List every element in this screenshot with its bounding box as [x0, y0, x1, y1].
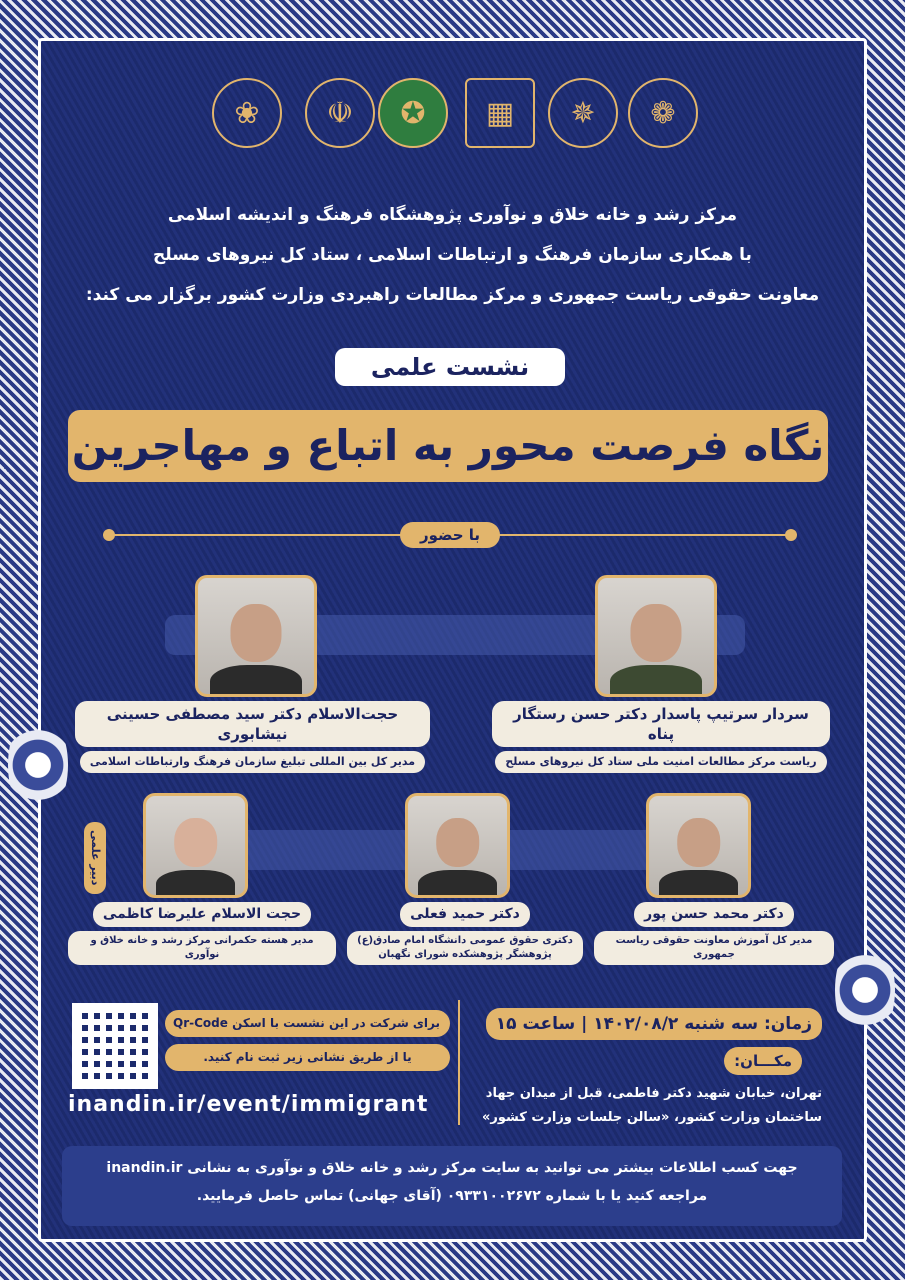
speaker-photo	[595, 575, 717, 697]
speaker-role-line: پژوهشگر پژوهشکده شورای نگهبان	[378, 949, 552, 960]
ornament-icon	[835, 935, 895, 1045]
divider-dot	[785, 529, 797, 541]
footer-line-1: جهت کسب اطلاعات بیشتر می توانید به سایت مرکز رشد و خانه خلاق و نوآوری به نشانی inandin.ir	[106, 1160, 798, 1176]
footer-box	[62, 1146, 842, 1226]
address-line-2: ساختمان وزارت کشور، «سالن جلسات وزارت کشور»	[482, 1110, 822, 1125]
speaker-caption	[594, 902, 834, 965]
header-line-3: معاونت حقوقی ریاست جمهوری و مرکز مطالعات راهبردی وزارت کشور برگزار می کند:	[85, 285, 820, 305]
header-line-2: با همکاری سازمان فرهنگ و ارتباطات اسلامی ، ستاد کل نیروهای مسلح	[153, 245, 752, 265]
registration-line-1: برای شرکت در این نشست با اسکن Qr-Code	[165, 1010, 450, 1037]
logo-icon: ☫	[305, 78, 375, 148]
logo-icon: ❁	[628, 78, 698, 148]
speaker-name: دکتر محمد حسن پور	[634, 902, 794, 927]
speaker-role: ریاست مرکز مطالعات امنیت ملی ستاد کل نیروهای مسلح	[495, 751, 826, 773]
speaker-name: حجت‌الاسلام دکتر سید مصطفی حسینی نیشابوری	[75, 701, 430, 747]
speaker-role: مدیر هسته حکمرانی مرکز رشد و خانه خلاق و نوآوری	[68, 931, 336, 965]
speaker-role: مدیر کل آموزش معاونت حقوقی ریاست جمهوری	[594, 931, 834, 965]
logo-icon: ▦	[465, 78, 535, 148]
speaker-photo	[143, 793, 248, 898]
header-line-1: مرکز رشد و خانه خلاق و نوآوری پژوهشگاه فرهنگ و اندیشه اسلامی	[167, 205, 738, 225]
speaker-caption	[345, 902, 585, 965]
ornament-icon	[8, 710, 68, 820]
event-type-badge: نشست علمی	[335, 348, 565, 386]
speaker-photo	[405, 793, 510, 898]
speaker-role-line: دکتری حقوق عمومی دانشگاه امام صادق(ع)	[357, 935, 573, 946]
speaker-name: دکتر حمید فعلی	[400, 902, 530, 927]
speaker-photo	[195, 575, 317, 697]
place-label: مکـــان:	[724, 1047, 802, 1075]
logo-icon: ✪	[378, 78, 448, 148]
speaker-caption	[75, 701, 430, 773]
speaker-name: سردار سرتیپ پاسدار دکتر حسن رستگار پناه	[492, 701, 830, 747]
logo-icon: ✵	[548, 78, 618, 148]
event-title: نگاه فرصت محور به اتباع و مهاجرین	[68, 410, 828, 482]
logo-icon: ❀	[212, 78, 282, 148]
scientific-secretary-badge: دبیر علمی	[84, 822, 106, 894]
speaker-photo	[646, 793, 751, 898]
registration-link[interactable]: inandin.ir/event/immigrant	[68, 1092, 429, 1117]
speaker-role: مدیر کل بین المللی تبلیغ سازمان فرهنگ وارتباطات اسلامی	[80, 751, 425, 773]
speaker-caption	[68, 902, 336, 965]
registration-line-2: یا از طریق نشانی زیر ثبت نام کنید.	[165, 1044, 450, 1071]
speaker-caption	[492, 701, 830, 773]
event-time: زمان: سه شنبه ۱۴۰۲/۰۸/۲ | ساعت ۱۵	[486, 1008, 822, 1040]
address-line-1: تهران، خیابان شهید دکتر فاطمی، قبل از میدان جهاد	[485, 1086, 822, 1101]
footer-line-2: مراجعه کنید یا با شماره ۰۹۳۳۱۰۰۲۶۷۲ (آقای جهانی) تماس حاصل فرمایید.	[196, 1188, 708, 1204]
vertical-divider	[458, 1000, 460, 1125]
speaker-role	[347, 931, 583, 965]
qr-code[interactable]	[72, 1003, 158, 1089]
speaker-name: حجت الاسلام علیرضا کاظمی	[93, 902, 311, 927]
registration-box	[165, 1010, 450, 1071]
with-presence-label: با حضور	[400, 522, 500, 548]
event-info	[466, 1008, 822, 1075]
